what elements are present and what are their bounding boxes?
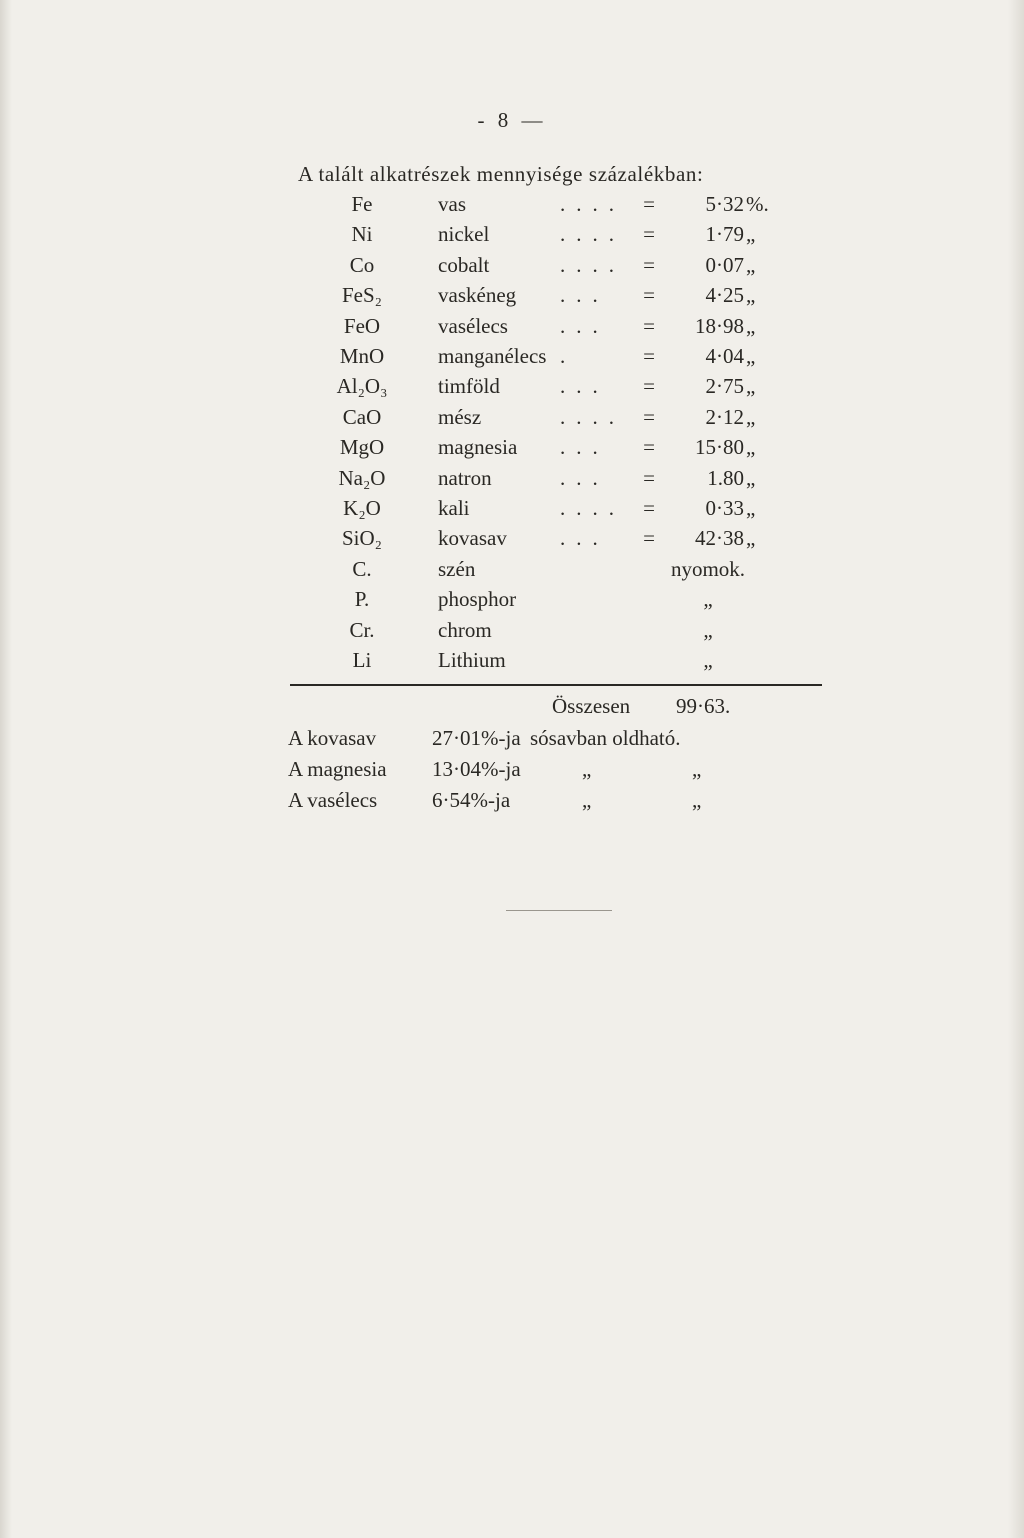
component-symbol: Al₂O₃ (336, 374, 388, 399)
component-value: 1.80 (707, 465, 744, 490)
component-value: 2·12 (705, 404, 744, 429)
table-row (0, 616, 1024, 646)
ditto-mark: „ (582, 788, 592, 812)
equals-sign: = (643, 283, 655, 308)
equals-sign: = (643, 313, 655, 338)
component-note: „ (703, 587, 713, 612)
leader-dots: ... (560, 465, 609, 490)
ditto-mark: „ (692, 757, 702, 781)
component-symbol: P. (354, 587, 370, 612)
equals-sign: = (643, 344, 655, 368)
component-note: „ (703, 617, 713, 642)
leader-dots: ... (560, 374, 609, 399)
component-symbol: Na₂O (338, 465, 386, 490)
end-rule (506, 910, 612, 911)
component-unit: „ (746, 344, 756, 368)
component-unit: „ (746, 222, 756, 247)
component-name: magnesia (438, 435, 518, 460)
component-unit: „ (746, 313, 756, 338)
component-unit: „ (746, 374, 756, 399)
table-row (0, 190, 1024, 220)
component-name: vaskéneg (438, 283, 517, 308)
component-unit: „ (746, 526, 756, 551)
total-value: 99·63. (676, 694, 731, 718)
component-value: 5·32 (705, 192, 744, 216)
component-name: nickel (438, 222, 490, 247)
table-row (0, 372, 1024, 402)
leader-dots: .... (560, 192, 625, 216)
sum-rule (290, 684, 822, 686)
component-value: 15·80 (695, 435, 744, 460)
component-note: nyomok. (670, 556, 746, 581)
note-value: 13·04%-ja (432, 757, 521, 781)
equals-sign: = (643, 465, 655, 490)
leader-dots: ... (560, 283, 609, 308)
equals-sign: = (643, 252, 655, 277)
component-name: kali (438, 496, 470, 520)
table-row (0, 494, 1024, 524)
ditto-mark: „ (582, 757, 592, 781)
note-value: 27·01%-ja (432, 726, 521, 750)
component-symbol: SiO₂ (341, 526, 382, 551)
component-name: phosphor (438, 587, 517, 612)
component-unit: „ (746, 496, 756, 520)
component-symbol: Ni (351, 222, 373, 247)
component-symbol: Li (352, 648, 372, 672)
equals-sign: = (643, 435, 655, 460)
component-name: cobalt (438, 252, 490, 277)
component-name: manganélecs (438, 344, 547, 368)
component-value: 4·25 (705, 283, 744, 308)
component-name: Lithium (438, 648, 506, 672)
leader-dots: .... (560, 222, 625, 247)
component-name: timföld (438, 374, 500, 399)
equals-sign: = (643, 496, 655, 520)
note-value: 6·54%-ja (432, 788, 511, 812)
equals-sign: = (643, 374, 655, 399)
component-unit: %. (746, 192, 769, 216)
component-symbol: CaO (342, 404, 382, 429)
note-label: A kovasav (288, 726, 377, 750)
component-unit: „ (746, 404, 756, 429)
table-row (0, 646, 1024, 676)
component-value: 42·38 (695, 526, 744, 551)
component-name: kovasav (438, 526, 507, 551)
component-symbol: FeO (343, 313, 381, 338)
component-symbol: Co (349, 252, 375, 277)
component-unit: „ (746, 252, 756, 277)
note-description: sósavban oldható. (530, 726, 681, 750)
component-symbol: MgO (339, 435, 385, 460)
component-value: 18·98 (695, 313, 744, 338)
table-row (0, 464, 1024, 494)
leader-dots: .... (560, 404, 625, 429)
table-row (0, 524, 1024, 554)
note-label: A vasélecs (288, 788, 378, 812)
total-label: Összesen (552, 694, 631, 718)
component-symbol: MnO (339, 344, 385, 368)
table-caption: A talált alkatrészek mennyisége százalékban: (298, 162, 704, 186)
component-value: 4·04 (705, 344, 744, 368)
component-name: vas (438, 192, 466, 216)
component-symbol: Fe (351, 192, 373, 216)
component-unit: „ (746, 435, 756, 460)
table-row (0, 433, 1024, 463)
table-row (0, 555, 1024, 585)
table-row (0, 281, 1024, 311)
component-value: 0·33 (705, 496, 744, 520)
equals-sign: = (643, 526, 655, 551)
page-number: - 8 — (477, 108, 547, 132)
component-symbol: FeS₂ (341, 283, 382, 308)
component-name: chrom (438, 617, 492, 642)
leader-dots: ... (560, 526, 609, 551)
equals-sign: = (643, 192, 655, 216)
component-value: 2·75 (705, 374, 744, 399)
table-row (0, 220, 1024, 250)
table-row (0, 342, 1024, 372)
note-label: A magnesia (288, 757, 387, 781)
leader-dots: ... (560, 313, 609, 338)
table-row (0, 251, 1024, 281)
equals-sign: = (643, 222, 655, 247)
leader-dots: ... (560, 435, 609, 460)
component-name: vasélecs (438, 313, 508, 338)
component-value: 0·07 (705, 252, 744, 277)
equals-sign: = (643, 404, 655, 429)
table-row (0, 585, 1024, 615)
component-symbol: Cr. (349, 617, 375, 642)
component-name: mész (438, 404, 482, 429)
component-name: natron (438, 465, 492, 490)
component-name: szén (438, 556, 476, 581)
component-symbol: K₂O (343, 496, 381, 520)
leader-dots: . (560, 344, 577, 368)
component-unit: „ (746, 283, 756, 308)
table-row (0, 312, 1024, 342)
ditto-mark: „ (692, 788, 702, 812)
leader-dots: .... (560, 496, 625, 520)
table-row (0, 403, 1024, 433)
component-value: 1·79 (705, 222, 744, 247)
component-note: „ (703, 648, 713, 672)
component-symbol: C. (352, 556, 372, 581)
component-unit: „ (746, 465, 756, 490)
leader-dots: .... (560, 252, 625, 277)
